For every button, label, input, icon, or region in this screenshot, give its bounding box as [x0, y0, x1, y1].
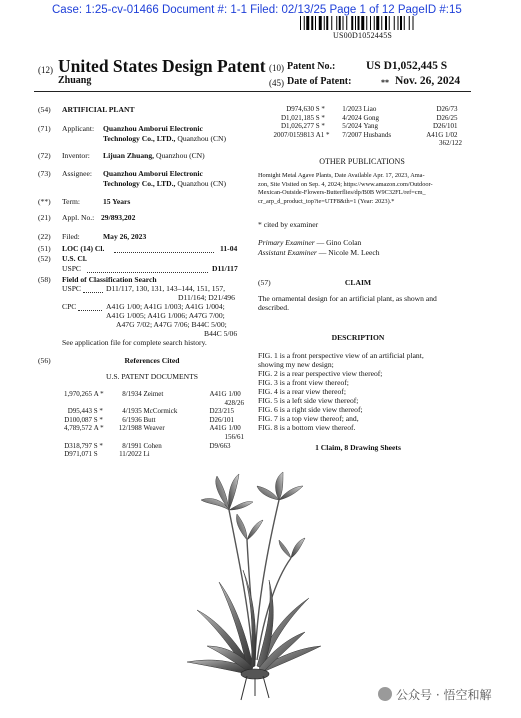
citation-row: 4,789,572 A * 12/1988 Weaver A41G 1/00 — [64, 424, 241, 433]
applicant-location: Quanzhou (CN) — [177, 134, 227, 143]
other-pub-line: Homight Metal Agave Plants, Date Available Apr. 17, 2023, Ama- — [258, 172, 425, 179]
primary-examiner: — Gino Colan — [316, 238, 362, 247]
description-line: FIG. 5 is a left side view thereof; — [258, 396, 359, 405]
patent-date: Nov. 26, 2024 — [395, 75, 461, 87]
description-line: showing my new design; — [258, 360, 334, 369]
description-line: FIG. 3 is a front view thereof; — [258, 378, 349, 387]
claim-text-line1: The ornamental design for an artificial plant, as shown and — [258, 294, 437, 303]
citation-row: D100,087 S * 6/1936 Butt D26/101 — [64, 415, 234, 424]
artificial-plant-drawing — [183, 470, 323, 702]
patent-no-label: Patent No.: — [287, 61, 336, 72]
invention-title: ARTIFICIAL PLANT — [62, 105, 135, 114]
description-line: FIG. 7 is a top view thereof; and, — [258, 414, 359, 423]
title-rule — [34, 91, 471, 92]
loc-value: 11-04 — [220, 244, 238, 253]
us-patent-docs-label: U.S. PATENT DOCUMENTS — [106, 372, 198, 381]
inventor-location: Quanzhou (CN) — [155, 151, 205, 160]
code-54: (54) — [38, 105, 51, 114]
leader-dots — [78, 305, 102, 311]
citations-left — [54, 390, 244, 459]
claims-summary: 1 Claim, 8 Drawing Sheets — [315, 443, 401, 452]
description-line: FIG. 1 is a front perspective view of an artificial plant, — [258, 351, 424, 360]
appl-no-value: 29/893,202 — [101, 213, 136, 222]
other-pub-line: Mexican-Outside-Flowers-Butterflies/dp/B0B W9C32FL/ref=cm_ — [258, 189, 426, 197]
loc-label: LOC (14) Cl. — [62, 244, 105, 253]
citation-row: D318,797 S * 8/1991 Cohen D9/663 — [64, 441, 231, 450]
citation-row: D95,443 S * 4/1935 McCormick D23/215 — [67, 407, 234, 416]
field-uspc-line1: D11/117, 130, 131, 143–144, 151, 157, — [106, 284, 226, 293]
uspc-value: D11/117 — [212, 264, 238, 273]
code-22: (22) — [38, 232, 51, 241]
description-line: FIG. 8 is a bottom view thereof. — [258, 423, 356, 432]
filed-label: Filed: — [62, 232, 80, 241]
field-cpc-label: CPC — [62, 302, 77, 311]
claim-title: CLAIM — [344, 278, 372, 287]
field-search-label: Field of Classification Search — [62, 275, 157, 284]
field-uspc-line2: D11/164; D21/496 — [178, 293, 235, 302]
wechat-icon — [378, 687, 392, 701]
field-cpc-line4: B44C 5/06 — [204, 329, 238, 338]
citation-row: 1,970,265 A * 8/1934 Zeimet A41G 1/00 — [64, 390, 241, 398]
description-line: FIG. 6 is a right side view thereof; — [258, 405, 363, 414]
code-57: (57) — [258, 278, 271, 287]
field-cpc-line1: A41G 1/00; A41G 1/003; A41G 1/004; — [106, 302, 225, 311]
citation-row: D971,071 S 11/2022 Li — [64, 450, 150, 459]
term-value: 15 Years — [103, 197, 131, 206]
cited-by-examiner: * cited by examiner — [258, 220, 319, 229]
citation-cont: 428/26 — [224, 398, 244, 407]
search-history-note: See application file for complete search history. — [62, 338, 207, 347]
field-uspc-label: USPC — [62, 284, 81, 293]
citation-row: D1,021,185 S * 4/2024 Gong D26/25 — [280, 113, 458, 122]
date-marker: ** — [381, 78, 389, 87]
code-56: (56) — [38, 356, 51, 365]
code-term: (**) — [38, 197, 51, 206]
inventor-label: Inventor: — [62, 151, 90, 160]
appl-no-label: Appl. No.: — [62, 213, 95, 222]
date-label: Date of Patent: — [287, 76, 352, 87]
description-line: FIG. 4 is a rear view thereof; — [258, 387, 346, 396]
watermark — [378, 686, 491, 703]
code-71: (71) — [38, 124, 51, 133]
references-cited-label: References Cited — [124, 356, 180, 365]
uspc-label: USPC — [62, 264, 81, 273]
description-line: FIG. 2 is a rear perspective view thereof; — [258, 369, 383, 378]
code-12: (12) — [38, 65, 53, 75]
term-label: Term: — [62, 197, 81, 206]
leader-dots — [83, 287, 103, 293]
document-number: US00D1052445S — [333, 31, 393, 40]
assistant-examiner-label: Assistant Examiner — [258, 248, 317, 257]
other-pub-line: zon, Site Visited on Sep. 4, 2024; https://www.amazon.com/Outdoor- — [258, 180, 433, 188]
description — [258, 351, 468, 432]
code-52: (52) — [38, 254, 51, 263]
filed-value: May 26, 2023 — [103, 232, 147, 241]
other-publications-title: OTHER PUBLICATIONS — [319, 157, 405, 166]
other-publications — [258, 172, 468, 206]
applicant-label: Applicant: — [62, 124, 95, 133]
citations-right — [262, 105, 462, 148]
leader-dots — [114, 247, 214, 253]
citation-row: D1,026,277 S * 5/2024 Yang D26/101 — [280, 122, 458, 131]
assignee-name: Quanzhou Amborui Electronic — [103, 169, 203, 178]
citation-cont: 156/61 — [224, 432, 244, 441]
citation-row: 2007/0159813 A1 * 7/2007 Husbands A41G 1/02 — [273, 130, 458, 139]
case-header: Case: 1:25-cv-01466 Document #: 1-1 Filed: 02/13/25 Page 1 of 12 PageID #:15 — [52, 4, 462, 16]
assignee-label: Assignee: — [62, 169, 92, 178]
patent-number: US D1,052,445 S — [366, 60, 448, 72]
other-pub-line: cr_arp_d_product_top?ie=UTF8&th=1 (Year: 2023).* — [258, 197, 395, 205]
code-51: (51) — [38, 244, 51, 253]
description-title: DESCRIPTION — [331, 333, 385, 342]
claim-text-line2: described. — [258, 303, 289, 312]
citation-cont: 362/122 — [439, 139, 462, 148]
code-10: (10) — [269, 63, 284, 73]
code-73: (73) — [38, 169, 51, 178]
us-cl-label: U.S. Cl. — [62, 254, 87, 263]
leader-dots — [87, 267, 208, 273]
inventor-surname: Zhuang — [58, 75, 92, 86]
assignee-location: Quanzhou (CN) — [177, 179, 227, 188]
assignee-name-line2: Technology Co., LTD., — [103, 179, 176, 188]
field-cpc-line2: A41G 1/005; A41G 1/006; A47G 7/00; — [106, 311, 225, 320]
primary-examiner-label: Primary Examiner — [258, 238, 315, 247]
applicant-name: Quanzhou Amborui Electronic — [103, 124, 203, 133]
citation-row: D974,630 S * 1/2023 Liao D26/73 — [286, 105, 458, 113]
barcode — [300, 16, 450, 30]
code-45: (45) — [269, 78, 284, 88]
field-cpc-line3: A47G 7/02; A47G 7/06; B44C 5/00; — [116, 320, 227, 329]
code-58: (58) — [38, 275, 51, 284]
watermark-text: 公众号 · 悟空和解 — [396, 688, 492, 702]
code-72: (72) — [38, 151, 51, 160]
applicant-name-line2: Technology Co., LTD., — [103, 134, 176, 143]
assistant-examiner: — Nicole M. Leech — [318, 248, 380, 257]
patent-title: United States Design Patent — [58, 56, 266, 76]
code-21: (21) — [38, 213, 51, 222]
inventor-name: Lijuan Zhuang, — [103, 151, 155, 160]
